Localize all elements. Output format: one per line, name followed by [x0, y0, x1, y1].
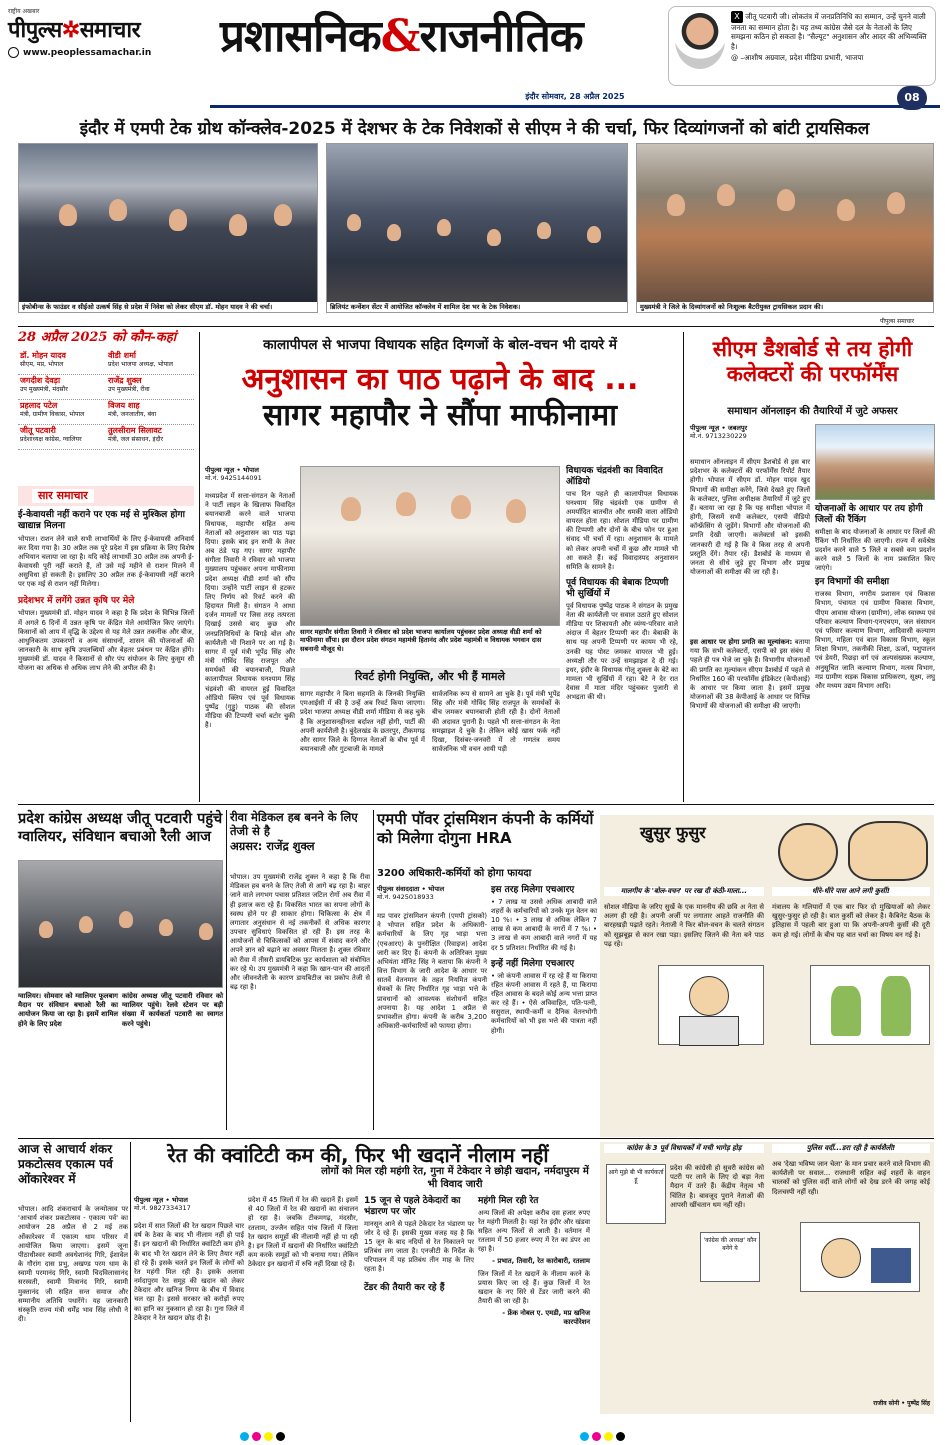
person-name: जगदीश देवड़ा	[20, 376, 61, 385]
gossip-item-title: धीरे-धीरे पास आने लगी कुर्सी!	[772, 887, 930, 896]
sub-headline-strip: रिवर्ट होगी नियुक्ति, और भी हैं मामले	[300, 668, 560, 686]
gossip-item-title: मालगीय के 'बोल-वचन' पर रख दी कंठी-माला...	[604, 887, 764, 896]
schedule-row	[18, 425, 194, 450]
strip-body-2: सार्वजनिक रूप से सामने आ चुके है। पूर्व मंत्री भूपेंद्र सिंह और मंत्री गोविंद सिंह राजपूत के समर्थकों के बीच जमकर बयानबाजी होती रही है। दोनों नेताओं की अदावत पुरानी है। पहले भी सत्ता-संगठन के नेता समझाइश दे चुके है। लेकिन कोई खास फर्क नहीं दिखा, दिसंबर-जनवरी में तो गणतंत्र समय सार्वजनिक भी वचन आयी पड़ी	[432, 690, 560, 754]
person-location: मंत्री, जल संसाधन, इंदौर	[108, 436, 164, 444]
brand-right: समाचार	[79, 16, 141, 43]
columnists: राजीव सोनी • पुष्पेंद्र सिंह	[873, 1400, 930, 1407]
person-location: प्रदेशाध्यक्ष कांग्रेस, ग्वालियर	[20, 436, 82, 444]
gossip-column	[600, 815, 934, 1137]
person-name: विजय शाह	[108, 401, 140, 410]
gwalior-headline: प्रदेश कांग्रेस अध्यक्ष जीतू पटवारी पहुंचे ग्वालियर, संविधान बचाओ रैली आज	[18, 811, 223, 846]
avatar	[675, 11, 725, 69]
person-location: उप मुख्यमंत्री, मंदसौर	[20, 386, 68, 394]
person-name: तुलसीराम सिलावट	[108, 426, 162, 435]
brand-left: पीपुल्स	[8, 16, 62, 43]
cm-dashboard-body-2: इस आधार पर होगा प्रगति का मूल्यांकन: बताया गया कि सभी कलेक्टरों, एसपी को इस संबंध में पहले ही पत्र भेजे जा चुके हैं। विभागीय योजनाओं की प्रगति का मूल्यांकन सीएम डैशबोर्ड में पहले से निर्धारित 160 की परफॉर्मेंस इंडिकेटर (केपीआई) के आधार पर किया जाता है। इसमें प्रमुख योजनाओं की 38 केपीआई के आधार पर विभिन्न विभागों की योजनाओं की समीक्षा की जाएगी।	[690, 638, 810, 711]
cm-dashboard-sub: समाधान ऑनलाइन की तैयारियों में जुटे अफसर	[727, 406, 898, 417]
building-photo	[815, 424, 935, 500]
byline: पीपुल्स संवाददाता • भोपाल मो.नं. 9425018933	[377, 885, 445, 902]
cm-dashboard-headline: सीएम डैशबोर्ड से तय होगी कलेक्टरों की परफॉर्मेंस	[712, 337, 913, 387]
globe-icon	[8, 47, 19, 58]
section-title: प्रशासनिक&राजनीतिक	[220, 11, 583, 62]
gossip-item-body: अब 'देखा भविष्य जान चेला' के मान प्रचार करने वाले विभाग की कार्यशैली पर सवाल... राजधानी सहित कई शहरों के वाहन चालकों को पुलिस वर्दी वाले लोगों को देख डरने की जगह कोई दिलचस्पी नहीं रही।	[772, 1160, 930, 1196]
tweet-text: जीतू पटवारी जी। लोकतंत्र में जनप्रतिनिधि का सम्मान, उन्हें चुनने वाली जनता का सम्मान होता है। यह तथ्य कांग्रेस जैसे दल के नेताओं के लिए समझना कठिन हो सकता है। "सैल्यूट" अनुशासन और आदर की अभिव्यक्ति है।	[731, 12, 927, 51]
hra-details: इस तरह मिलेगा एचआरए • 7 लाख या उससे अधिक आबादी वाले शहरों के कर्मचारियों को उनके मूल वेतन का 10 %। • 3 लाख से अधिक लेकिन 7 लाख से कम आबादी के नगरों में 7 %। • 3 लाख से कम आबादी वाले नगरों में यह दर 5 प्रतिशत। निर्धारित की गई है। इन्हें नहीं मिलेगा एचआरए • जो कंपनी आवास में रह रहे हैं या किराया रहित कंपनी आवास में रहते हैं, या किराया रहित आवास के बदले कोई अन्य भत्ता प्राप्त कर रहे हैं। • ऐसे अविवाहित, पति-पत्नी, ससुराल, स्थायी-कर्मी व दैनिक वेतनभोगी कर्मचारियों को भी इस भत्ते की पात्रता नहीं होगी।	[491, 885, 597, 1035]
lead-photo-3	[636, 143, 934, 313]
person-location: मंत्री, जनजातीय, बंवा	[108, 411, 157, 419]
cartoon-face-icon	[848, 821, 928, 881]
schedule-cell	[18, 400, 106, 424]
person-name: प्रहलाद पटेल	[20, 401, 58, 410]
rewa-body: भोपाल। उप मुख्यमंत्री राजेंद्र शुक्ल ने कहा है कि रीवा मेडिकल हब बनने के लिए तेजी से आगे बढ़ रहा है। बाहर जाने वाले लगभग पचास प्रतिशत जटिल रोगों अब रीवा में ही इलाज करा रहे हैं। विकसित भारत का सपना लोगों के स्वस्थ होने पर ही साकार होगा। चिकित्सा के क्षेत्र में लगातार अनुसंधान से नई तकनीकों से अधिक कारगर उपचार सुविधाएं विकसित हो रही हैं। इस तरह के आयोजनों से चिकित्सकों को आपस में संवाद करने और अपने ज्ञान को बढ़ाने का अवसर मिलता है। शुक्ल रविवार को रीवा में तीसरी डायबिटिक फुट कार्यशाला को संबोधित कर रहे थे। उप मुख्यमंत्री ने कहा कि खान-पान की आदतों और जीवनशैली के कारण डायबिटीज का प्रकोप तेजी से बढ़ रहा है।	[230, 873, 370, 992]
x-logo-icon: X	[731, 11, 743, 23]
schedule-row	[18, 350, 194, 375]
cm-dashboard-body: समाधान ऑनलाइन में सीएम डैशबोर्ड से इस बार प्रदेशभर के कलेक्टरों की परफॉर्मेंस रिपोर्ट तैयार होगी। भोपाल में सीएम डॉ. मोहन यादव खुद विभागों की समीक्षा करेंगे, जिसे देखते हुए जिलों के कलेक्टर, पुलिस अधीक्षक तैयारियों में जुटे हुए हैं। बताया जा रहा है कि यह समीक्षा भोपाल में होगी, जिसमें सभी कलेक्टर, एसपी वीडियो कॉन्फ्रेंसिंग से जुड़ेंगे। विभागों और योजनाओं की प्रगति देखी जाएगी। कलेक्टर्स को इसकी जानकारी दी गई है कि वे किस तरह से अपनी प्रस्तुति देंगे। तैयार रहें। डैशबोर्ड के माध्यम से जनता से सीधे जुड़े हुए विभाग और प्रमुख योजनाओं की समीक्षा की जा रही है।	[690, 458, 810, 577]
lead-headline: इंदौर में एमपी टेक ग्रोथ कॉन्क्लेव-2025 में देशभर के टेक निवेशकों से सीएम ने की चर्चा, फिर दिव्यांगजनों को बांटी ट्रायसिकल	[79, 119, 870, 139]
photo-caption: ब्रिलियंट कन्वेंशन सेंटर में आयोजित कॉन्क्लेव में शामिल देश भर के टेक निवेशक।	[327, 302, 627, 312]
brief-news-title: सार समाचार	[32, 489, 94, 503]
photo-caption: सागर महापौर संगीता तिवारी ने रविवार को प्रदेश भाजपा कार्यालय पहुंचकर प्रदेश अध्यक्ष वीडी शर्मा को माफीनामा सौंपा। इस दौरान प्रदेश संगठन महामंत्री हितानंद और प्रदेश महामंत्री व विधायक भगवान दास सबनानी मौजूद थे।	[300, 628, 542, 653]
aaj-body: भोपाल। आदि शंकराचार्य के जन्मोत्सव पर 'आचार्य शंकर प्रकटोत्सव - एकात्म पर्व' का आयोजन 28 अप्रैल से 2 मई तक ओंकारेश्वर में एकात्म धाम परिसर में आयोजित किया जाएगा। इसमें जूना पीठाधीश्वर स्वामी अवधेशानंद गिरि, ईशावेल के गौरांग दास प्रभु, अखण्ड परम धाम के स्वामी परमानंद गिरि, स्वामी चिदविलासानंद सरस्वती, स्वामी मित्रानंद गिरि, स्वामी मुक्तानंद जी सहित सन्त समाज और सम्मानीय अतिथि पधारेंगे। यह जानकारी संस्कृति राज्य मंत्री धर्मेंद्र भाव सिंह लोधी ने दी।	[18, 1205, 128, 1324]
aaj-headline: आज से आचार्य शंकर प्रकटोत्सव एकात्म पर्व ओंकारेश्वर में	[18, 1142, 113, 1186]
story-body: मध्यप्रदेश में सत्ता-संगठन के नेताओं ने पार्टी लाइन के खिलाफ विवादित बयानबाजी करने वाले भाजपा विधायक, महापौर सहित अन्य नेताओं को अनुशासन का पाठ पढ़ा दिया। इसके बाद इन सभी के तेवर अब ठंडे पड़ गए। सागर महापौर संगीता तिवारी ने रविवार को भाजपा मुख्यालय पहुंचकर अपना माफीनामा प्रदेश अध्यक्ष वीडी शर्मा को सौंप दिया। उन्होंने पार्टी लाइन से हटकर लिए निर्णय को रिवर्ट करने की हिदायत मिली है। संगठन ने आधा दर्जन मामलों पर जिस तरह तत्परता दिखाई उससे बाद कुछ और जनप्रतिनिधियों के बिगड़े बोल और कार्यशैली भी निशाने पर आ गई है। सागर में पूर्व मंत्री भूपेंद्र सिंह और मंत्री गोविंद सिंह राजपूत और समर्थकों की बयानबाजी, पिछले कालापीपल विधायक घनश्याम सिंह चंद्रवंशी की वायरल हुई विवादित ऑडियो क्लिप एवं पूर्व विधायक पुष्पेंद्र (गुड्डू) पाठक की सोशल मीडिया की टिप्पणी चर्चा बटोर चुकी है।	[205, 492, 295, 730]
sand-body-2: प्रदेश में 45 जिलों में रेत की खदानें हैं। इसमें से 40 जिलों में रेत की खदानों का संचालन हो रहा है। जबकि टीकमगढ़, मंदसौर, रतलाम, उज्जैन सहित पांच जिलों में जिला रेत खदान समूहों की नीलामी नहीं हो पा रही है। इन जिलों में खदानों की निर्धारित क्वांटिटी कम करके समूहों को भी बनाया गया। लेकिन ठेकेदार इन खदानों में रुचि नहीं दिखा रहे हैं।	[248, 1196, 358, 1269]
story-headline: अनुशासन का पाठ पढ़ाने के बाद ... सागर महापौर ने सौंपा माफीनामा	[241, 362, 639, 433]
schedule-table	[18, 350, 194, 450]
cartoon-bubble: 'कांग्रेस की अध्यक्ष' कौन बनेंगे ये	[700, 1232, 760, 1282]
lead-photo-2	[326, 143, 628, 313]
person-location: उप मुख्यमंत्री, रीवा	[108, 386, 150, 394]
schedule-cell	[18, 375, 106, 399]
person-name: डॉ. मोहन यादव	[20, 351, 66, 360]
masthead	[8, 8, 208, 98]
brief-headline-2: प्रदेशभर में लगेंगे उन्नत कृषि पर मेले	[18, 595, 135, 606]
story-kicker: कालापीपल से भाजपा विधायक सहित दिग्गजों के बोल-वचन भी दायरे में	[263, 337, 617, 353]
brief-body-2: भोपाल। मुख्यमंत्री डॉ. मोहन यादव ने कहा है कि प्रदेश के विभिन्न जिलों में अगले 6 दिनों में उन्नत कृषि पर केंद्रित मेले आयोजित किए जाएंगे। किसानों को आय में वृद्धि के उद्देश्य से यह मेले उन्नत तकनीक और बीज, आधुनिकतम उपकरणों व अन्य संसाधनों, शासन की योजनाओं की जानकारी के साथ कृषि उपलब्धियों और बेहतर प्रबंधन पर केंद्रित होंगे। मुख्यमंत्री डॉ. यादव ने किसानों से सौर पंप संयोजन के लिए कुसुम सी योजना का अधिक से अधिक लाभ लेने की अपील की है।	[18, 609, 194, 673]
person-location: सीएम, मप्र, भोपाल	[20, 361, 64, 369]
brand-logo: पीपुल्स✲समाचार	[8, 16, 141, 43]
tagline: राष्ट्रीय अखबार	[8, 8, 40, 15]
schedule-cell	[18, 425, 106, 449]
gossip-item-title: कांग्रेस के 3 पूर्व विधायकों में मची भागेड़ होड़	[604, 1144, 764, 1153]
lead-photo-1	[18, 143, 318, 313]
gossip-item-body: प्रदेश की कांग्रेसी हो सुवरी कांग्रेस को पटरी पर लाने के लिए दो बड़ा नेता मैदान में उतरे हैं। केंद्रीय नेतृत्व भी चिंतित है। बावजूद पुराने नेताओं की आपसी खींचतान थम नहीं रही।	[670, 1164, 764, 1209]
byline: पीपुल्स न्यूज़ • जबलपुर मो.नं. 9713230229	[690, 424, 748, 441]
photo-caption: मुख्यमंत्री ने जिले के दिव्यांगजनों को निःशुल्क बैटरीयुक्त ट्रायसिकल प्रदान की।	[637, 302, 933, 312]
tweet-box	[668, 6, 936, 86]
tweet-author: @ –आशीष अग्रवाल, प्रदेश मीडिया प्रभारी, भाजपा	[731, 53, 864, 63]
mp-power-headline: एमपी पॉवर ट्रांसमिशन कंपनी के कर्मियों को मिलेगा दोगुना HRA	[377, 810, 594, 847]
photo-caption: इंफोबीन्स के फाउंडर व सीईओ उत्कर्ष सिंह से प्रदेश में निवेश को लेकर सीएम डॉ. मोहन यादव ने की चर्चा।	[19, 302, 317, 312]
schedule-cell	[106, 375, 194, 399]
gossip-item-body: मंत्रालय के गलियारों में एक बार फिर दो मुखियाओं को लेकर खुसुर-फुसुर हो रही है। बात कुर्सी को लेकर है। कैबिनेट बैठक के इतिहास में पहली बार हुआ या कि अपनी-अपनी कुर्सी की दूरी कम हो गई। लोगों के बीच यह बात चर्चा का विषय बन गई है।	[772, 903, 930, 939]
sand-sub: लोगों को मिल रही महंगी रेत, गुना में टेकेदार ने छोड़ी खदान, नर्मदापुरम में भी विवाद जारी	[321, 1166, 589, 1190]
schedule-row	[18, 375, 194, 400]
sidebar-story: विधायक चंद्रवंशी का विवादित ऑडियो पाच दिन पहले ही कालापीपल विधायक घनश्याम सिंह चंद्रवंशी एक ग्रामीण से अमर्यादित बातचीत और धमकी वाला ऑडियो वायरल होता रहा। सोशल मीडिया पर ग्रामीण की टिप्पणी और दोनों के बीच फोन पर हुआ संवाद भी चर्चा में रहा। अनुशासन के मामले को लेकर अपनी चर्चों में कुछ और मामले भी आ सकते हैं। कई विवादास्पद अनुशासन समिति के सामने है। पूर्व विधायक की बेबाक टिप्पणी भी सुर्खियों में पूर्व विधायक पुष्पेंद्र पाठक ने संगठन के प्रमुख नेता की कार्यशैली पर सवाल उठाते हुए सोशल मीडिया पर शिकायती और व्यंग्य-परिवार वाले अंदाज में बेहतर टिप्पणी कर दी। बेबाकी के साथ यह अपनी टिप्पणी पर कायम भी रहे, उनकी यह पोस्ट जमकर वायरल भी हुई। अध्यक्षी तौर पर उन्हें समझाइश दे दी गई। इधर, इंदौर के विधायक गोलू शुक्ला के बेटे का मामला भी सुर्खियों में रहा। बेटे ने देर रात देवास में माता मंदिर पहुंचकर पुजारी से अभद्रता की थी।	[566, 466, 678, 702]
rewa-headline: रीवा मेडिकल हब बनने के लिए तेजी से है अग्रसर: राजेंद्र शुक्ल	[230, 810, 358, 853]
byline: पीपुल्स न्यूज़ • भोपाल मो.नं. 9425144091	[205, 466, 262, 483]
expensive-sand: महंगी मिल रही रेत अन्य जिलों की अपेक्षा करीब दस हजार रुपए रेत महंगी मिलती है। यहां रेत इंदौर और खंडवा सहित अन्य जिलों से आती है। वर्तमान में रतलाम में 50 हजार रुपए में रेत का डंपर आ रहा है। - प्रभात, तिवारी, रेत कारोबारी, रतलाम जिन जिलों में रेत खदानें के नीलाम करने के प्रयास किए जा रहे हैं। कुछ जिलों में रेत खदान के नए सिरे से टेंडर जारी करने की तैयारी की जा रही है। - फ्रेंक नोबल ए. एमडी, मप्र खनिज कारपोरेशन	[478, 1196, 590, 1326]
person-location: मंत्री, ग्रामीण विकास, भोपाल	[20, 411, 85, 419]
mp-power-sub: 3200 अधिकारी-कर्मियों को होगा फायदा	[377, 868, 532, 879]
story-photo	[300, 466, 560, 626]
photo-credit: पीपुल्स समाचार	[880, 318, 915, 325]
brief-body-1: भोपाल। राशन लेने वाले सभी लाभार्थियों के लिए ई-केवायसी अनिवार्य कर दिया गया है। 30 अप्रैल तक पूरे प्रदेश में इस प्रक्रिया के लिए विशेष अभियान चलाया जा रहा है। यदि कोई लाभार्थी 30 अप्रैल तक अपनी ई-केवायसी पूरी नहीं कराते हैं, तो उसे मई महीने से राशन मिलने में असुविधा हो सकती है। इसलिए 30 अप्रैल तक ई-केवायसी नहीं कराने पर एक मई से राशन नहीं मिलेगा।	[18, 534, 194, 589]
gossip-item-body: सोशल मीडिया के जरिए सुर्खे के एक माननीय की छवि अ नेता से अलग ही रही है। अपनी अर्जी पर लगातार आहते राजनीति की बारहखड़ी पढ़ाते रहते। नेताजी ने फिर बोल-वचन के चलते संगठन को सूझबूझ से कान रखा पड़ा। इसलिए जितने की नेता बने पाठ पढ़ रहे।	[604, 903, 764, 948]
person-location: प्रदेश भाजपा अध्यक्ष, भोपाल	[108, 361, 173, 369]
district-ranking: योजनाओं के आधार पर तय होगी जिलों की रैंकिंग समीक्षा के बाद योजनाओं के आधार पर जिलों की रैंकिंग भी निर्धारित की जाएगी। राज्य में सर्वश्रेष्ठ प्रदर्शन करने वाले 5 जिले व सबसे कम प्रदर्शन करने वाले 5 जिलों के नाम प्रकाशित किए जाएंगे। इन विभागों की समीक्षा राजस्व विभाग, नगरीय प्रशासन एवं विकास विभाग, पंचायत एवं ग्रामीण विकास विभाग, पीएम आवास योजना (ग्रामीण), लोक स्वास्थ्य एवं परिवार कल्याण विभाग-एनएचएम, जल संसाधन एवं परिवार कल्याण विभाग, आदिवासी कल्याण विभाग, महिला एवं बाल विकास विभाग, स्कूल शिक्षा विभाग, तकनीकी शिक्षा, ऊर्जा, पशुपालन एवं डेयरी, पिछड़ा वर्ग एवं अल्पसंख्यक कल्याण, अनुसूचित जाति कल्याण विभाग, मत्स्य विभाग, मप्र ग्रामीण सड़क विकास प्राधिकरण, सूक्ष्म, लघु और मध्यम उद्यम विभाग आदि।	[815, 504, 935, 690]
mp-power-body: मप्र पावर ट्रांसमिशन कंपनी (एमपी ट्रांसको) ने भोपाल सहित प्रदेश के अधिकारी-कर्मचारियों के लिए गृह भाड़ा भत्ता (एचआरए) के पुनरीक्षित (रिवाइज) आदेश जारी कर दिए हैं। कंपनी के अतिरिक्त मुख्य अभियंता मॉनिट सिंह ने बताया कि कंपनी ने वित्त विभाग के जारी आदेश के आधार पर सातवें वेतनमान के तहत नियमित कंपनी सेवकों के लिए निर्धारित गृह भाड़ा भत्ते के प्रावधानों को आवश्यक संशोधनों सहित अपनाया है। यह आदेश 1 अप्रैल से प्रभावशील होगा। कंपनी के करीब 3,200 अधिकारी-कर्मचारियों को फायदा होगा।	[377, 912, 487, 1031]
date-bar: इंदौर सोमवार, 28 अप्रैल 2025	[210, 92, 940, 108]
website-row	[8, 44, 208, 60]
person-name: जीतू पटवारी	[20, 426, 56, 435]
cartoon-illustration	[800, 1222, 920, 1292]
gossip-item-title: पुलिस वर्दी...डरा रही है कार्यशैली!	[772, 1144, 930, 1153]
cartoon-illustration	[810, 965, 930, 1045]
sand-headline: रेत की क्वांटिटी कम की, फिर भी खदानें नीलाम नहीं	[167, 1143, 549, 1167]
page-number: 08	[897, 86, 927, 110]
cartoon-bubble: आगे मुझे बी भी कार्यकर्ता हूं	[606, 1164, 666, 1224]
sand-body-1: प्रदेश में सात जिलों की रेत खदान पिछले चार वर्ष के ठेका के बाद भी नीलाम नहीं हो पाई हैं। इन खदानों की निर्धारित क्वांटिटी कम होने के बाद भी रेत खदान लेने के लिए तैयार नहीं हो रहे हैं। इसके चलते इन जिलों के लोगों को रेत महंगी मिल रही है। इसके अलावा नर्मदापुरम रेत समूह की खदान को लेकर टेकेदार और खनिज निगम के बीच में विवाद चल रहा है। इससे सरकार को करोड़ों रुपए का हानि का नुकसान हो रहा है। गुना जिले में टेकेदार ने रेत खदान छोड़ दी है।	[134, 1222, 244, 1322]
schedule-row	[18, 400, 194, 425]
schedule-cell	[18, 350, 106, 374]
cartoon-face-icon	[778, 823, 838, 881]
cartoon-illustration	[658, 965, 764, 1045]
person-name: राजेंद्र शुक्ल	[108, 376, 142, 385]
photo-caption: कांग्रेस अध्यक्ष जीतू पटवारी रविवार को ग्वालियर पहुंचे। रेलवे स्टेशन पर बड़ी संख्या में कार्यकर्ता पटवारी का स्वागत करने पहुंचे।	[122, 992, 223, 1028]
byline: पीपुल्स न्यूज़ • भोपाल मो.नं. 9827334317	[134, 1196, 191, 1213]
gossip-column-lower	[600, 1142, 934, 1414]
schedule-title: 28 अप्रैल 2025 को कौन-कहां	[18, 330, 177, 345]
photo-caption: ग्वालियर। सोमवार को ग्वालियर फूलबाग मैदान पर संविधान बचाओ रैली का आयोजन किया जा रहा है। इसमें शामिल होने के लिए प्रदेश	[18, 992, 118, 1028]
person-name: वीडी शर्मा	[108, 351, 136, 360]
strip-body-1: सागर महापौर ने बिना सहमति के जिनकी नियुक्ति एमआईसी में की है उन्हें अब रिवर्ट किया जाएगा। प्रदेश भाजपा अध्यक्ष वीडी शर्मा मीडिया से कह चुके है कि अनुशासनहीनता बर्दाश्त नहीं होगी, पार्टी की अपनी कार्यशैली है। बुंदेलखंड के छतरपुर, टीकमगढ़ और सागर जिले के दिग्गज नेताओं के बीच पूर्व में बयानबाजी और गुटबाजी के मामले	[300, 690, 425, 754]
schedule-cell	[106, 400, 194, 424]
schedule-cell	[106, 425, 194, 449]
schedule-cell	[106, 350, 194, 374]
gossip-title: खुसुर फुसुर	[640, 823, 706, 842]
brief-headline-1: ई-केवायसी नहीं कराने पर एक मई से मुश्किल होगा खाद्यान्न मिलना	[18, 510, 185, 531]
website-link[interactable]: www.peoplessamachar.in	[23, 48, 152, 59]
stockpile-box: 15 जून से पहले ठेकेदारों का भंडारण पर जोर मानसून आने से पहले टेकेदार रेत भंडारण पर जोर दे रहे हैं। इसकी मुख्य वजह यह है कि 15 जून के बाद नदियों से रेत निकालने पर प्रतिबंध लग जाता है। एनजीटी के निर्देश के परिपालन में यह प्रतिबंध तीन माह के लिए रहता है। टेंडर की तैयारी कर रहे हैं	[364, 1196, 474, 1293]
rally-photo	[18, 860, 223, 988]
brief-news	[18, 486, 194, 674]
